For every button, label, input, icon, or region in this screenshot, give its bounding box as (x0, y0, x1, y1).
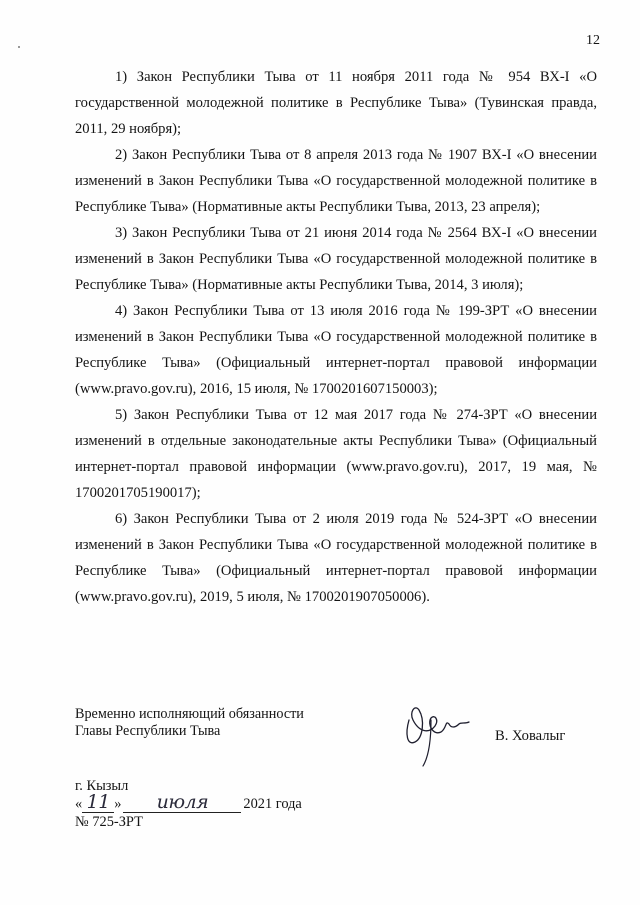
place-of-signing: г. Кызыл (75, 778, 129, 794)
law-list-item: 3) Закон Республики Тыва от 21 июня 2014 года № 2564 ВХ-I «О внесении изменений в Закон Республики Тыва «О государственной молодежной политике в Республике Тыва» (Нормативные акты Республики Тыва, 2014, 3 июля); (75, 225, 597, 293)
date-day-field (82, 791, 114, 813)
signatory-position-line: Временно исполняющий обязанности (75, 706, 304, 722)
signatory-name: В. Ховалыг (495, 728, 566, 744)
quote-close: » (114, 796, 122, 812)
quote-open: « (75, 796, 83, 812)
handwritten-month: июля (156, 791, 209, 813)
date-month-field (123, 791, 241, 813)
handwritten-day: 11 (86, 791, 110, 813)
signatory-position (75, 706, 304, 740)
scan-speck (18, 46, 20, 48)
law-list-item: 2) Закон Республики Тыва от 8 апреля 2013 года № 1907 ВХ-I «О внесении изменений в Закон Республики Тыва «О государственной молодежной политике в Республике Тыва» (Нормативные акты Республики Тыва, 2013, 23 апреля); (75, 147, 597, 215)
law-number: № 725-ЗРТ (75, 814, 143, 830)
law-list-item: 1) Закон Республики Тыва от 11 ноября 2011 года № 954 ВХ-I «О государственной молодежной политике в Республике Тыва» (Тувинская правда, 2011, 29 ноября); (75, 69, 597, 137)
law-list-item: 5) Закон Республики Тыва от 12 мая 2017 года № 274-ЗРТ «О внесении изменений в отдельные законодательные акты Республики Тыва» (Официальный интернет-портал правовой информации (www.pravo.gov.ru), 2017, 19 мая, № 1700201705190017); (75, 407, 597, 501)
signatory-position-line: Главы Республики Тыва (75, 723, 221, 739)
law-list-item: 6) Закон Республики Тыва от 2 июля 2019 года № 524-ЗРТ «О внесении изменений в Закон Республики Тыва «О государственной молодежной политике в Республике Тыва» (Официальный интернет-портал правовой информации (www.pravo.gov.ru), 2019, 5 июля, № 1700201907050006). (75, 511, 597, 605)
handwritten-signature (395, 690, 475, 770)
date-year: 2021 года (243, 796, 302, 812)
page-number: 12 (586, 33, 600, 48)
law-list (75, 64, 597, 610)
signing-date (75, 791, 302, 813)
law-list-item: 4) Закон Республики Тыва от 13 июля 2016 года № 199-ЗРТ «О внесении изменений в Закон Республики Тыва «О государственной молодежной политике в Республике Тыва» (Официальный интернет-портал правовой информации (www.pravo.gov.ru), 2016, 15 июля, № 1700201607150003); (75, 303, 597, 397)
